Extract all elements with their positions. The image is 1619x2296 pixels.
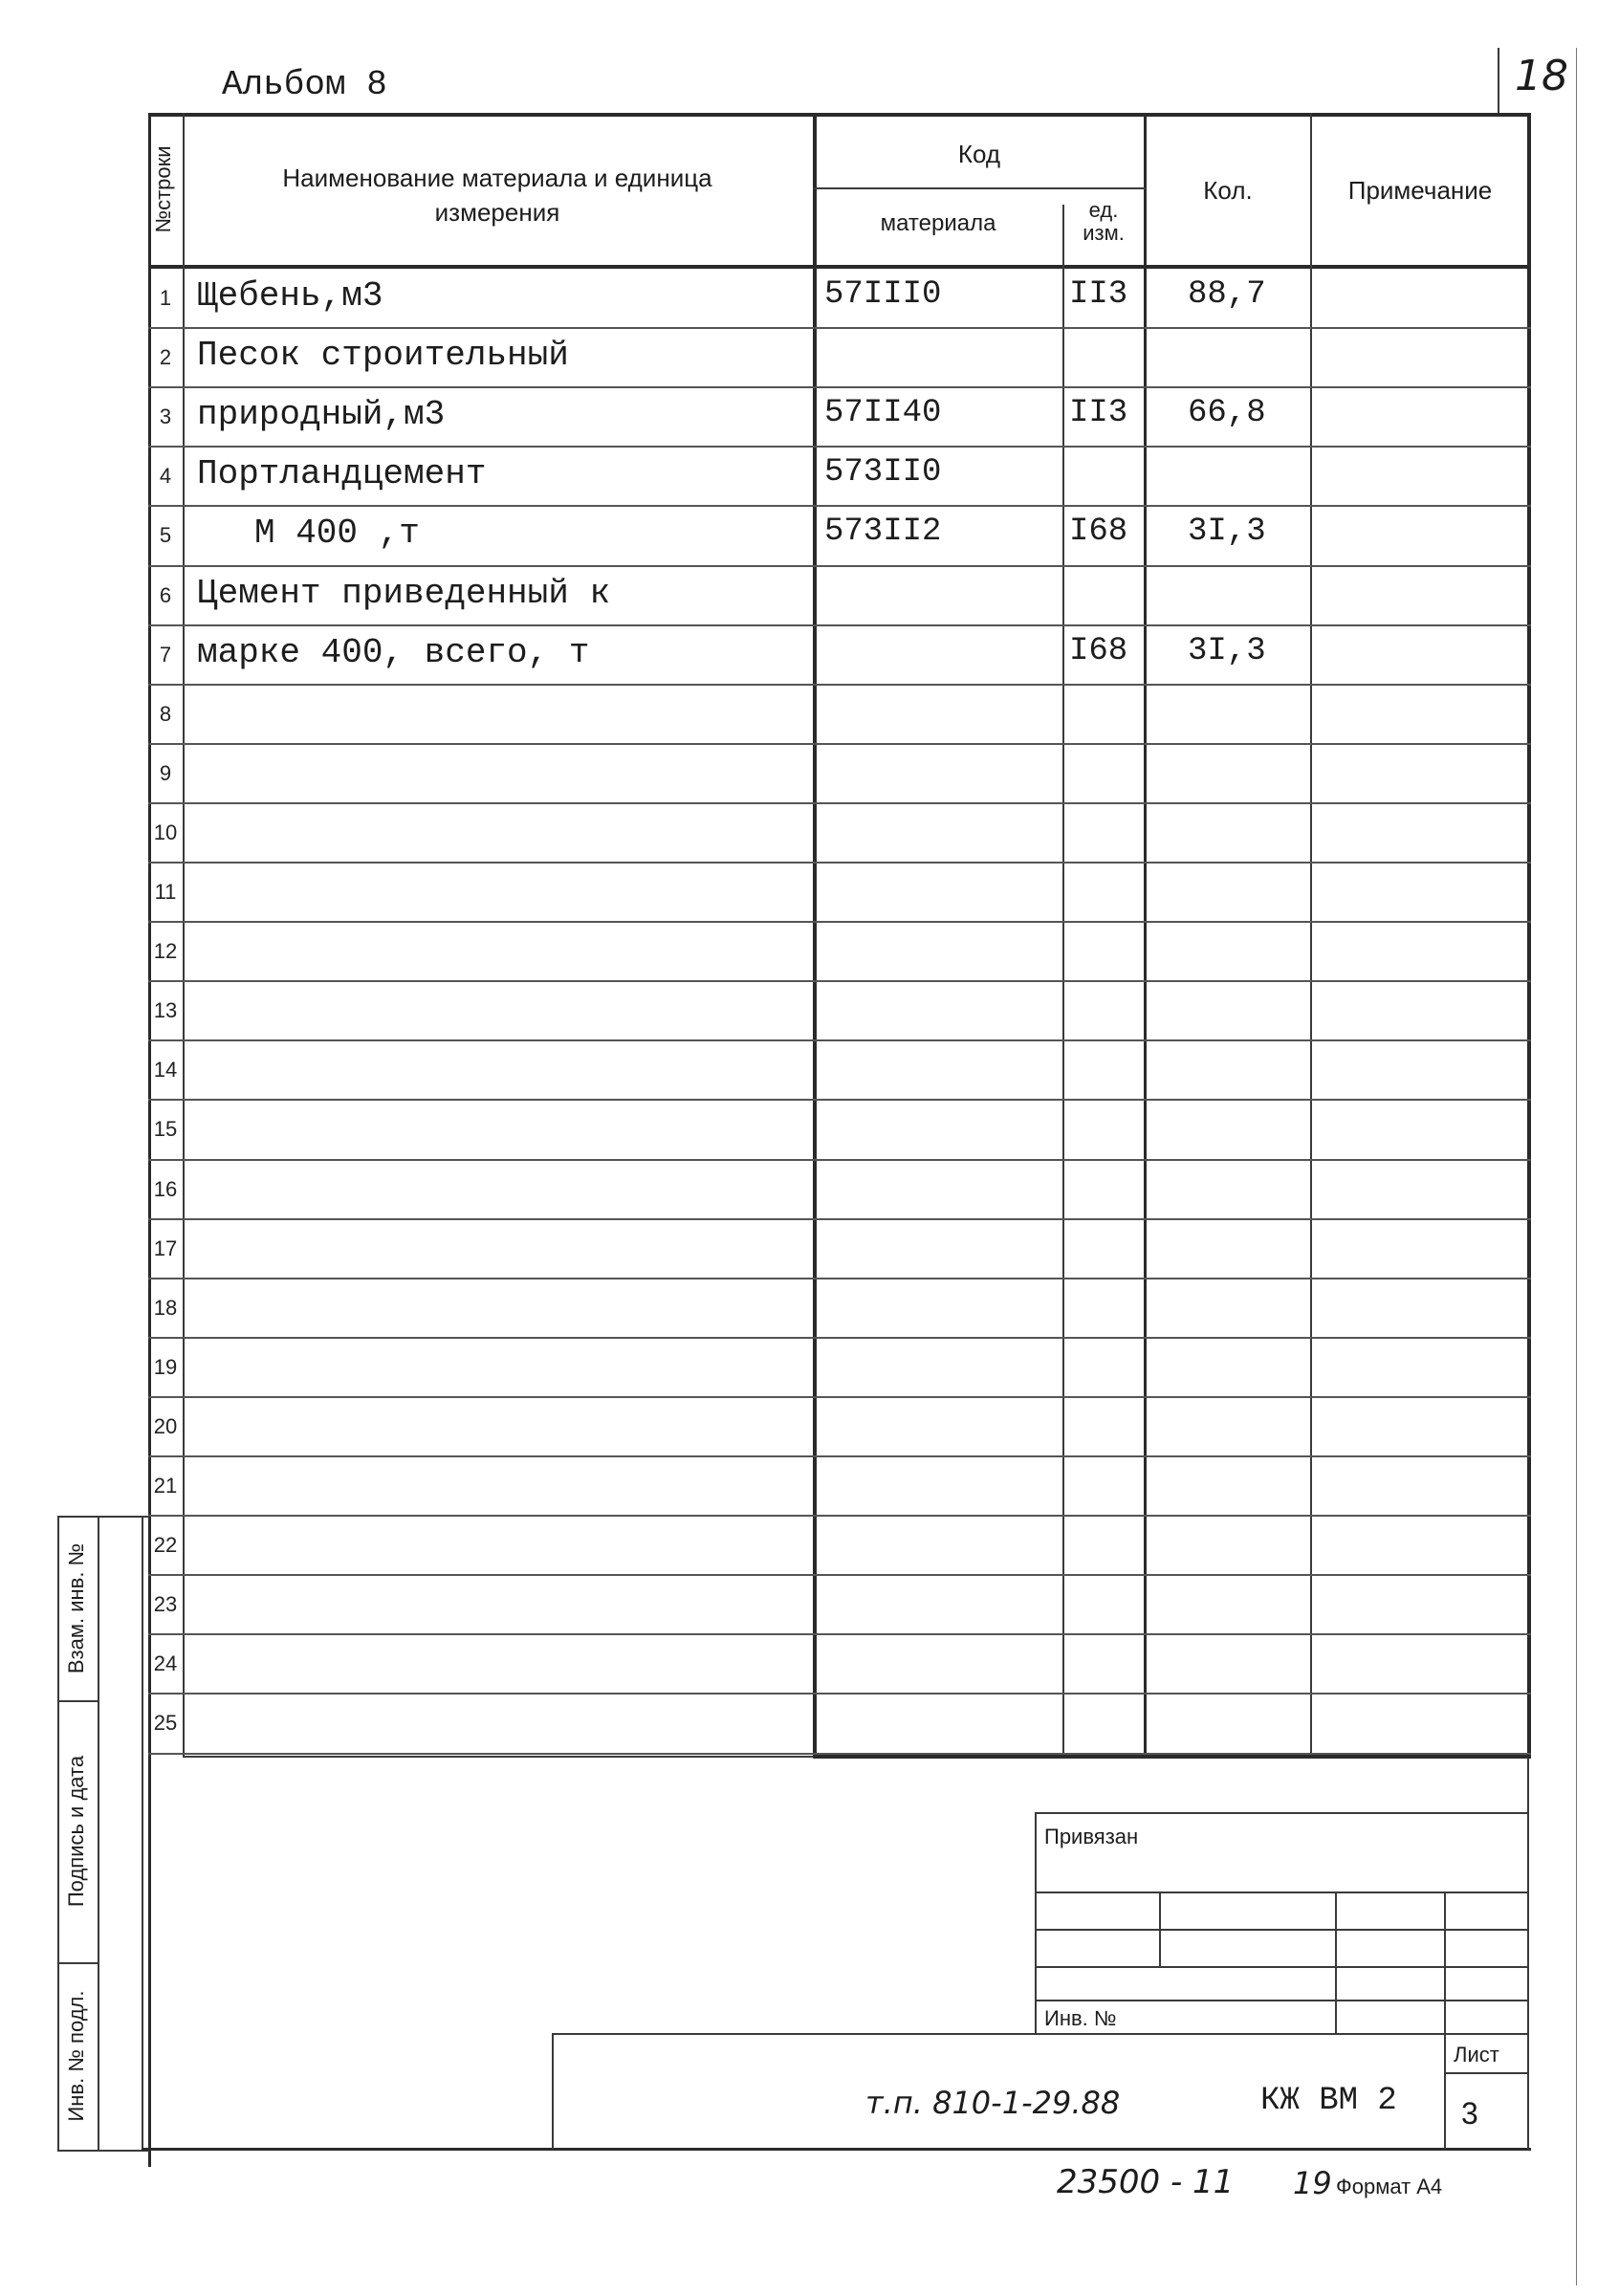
row-divider [148,921,1531,923]
row-divider [148,1693,1531,1695]
row-number: 18 [153,1296,178,1320]
row-number: 8 [159,702,172,726]
row-number: 15 [153,1117,178,1141]
unit-code: II3 [1069,395,1128,431]
material-name: Щебень,м3 [197,276,383,316]
row-divider [148,1099,1531,1101]
row-divider [148,1515,1531,1517]
row-number: 1 [159,286,172,310]
material-code: 57II40 [824,395,942,431]
row-number: 6 [159,583,172,607]
unit-code: II3 [1069,276,1128,313]
material-name: марке 400, всего, т [197,633,590,672]
row-divider [148,1574,1531,1576]
album-label: Альбом 8 [222,65,387,104]
row-divider [148,1278,1531,1279]
row-divider [148,802,1531,804]
row-divider [148,1337,1531,1339]
quantity: 66,8 [1188,395,1266,431]
order-number: 23500 - 11 [1057,2163,1235,2201]
inv-podl-label: Инв. № подл. [64,1990,88,2122]
privyazan-label: Привязан [1044,1825,1139,1848]
row-divider [148,1753,1531,1755]
col-code-header: Код [957,140,1001,168]
row-number: 24 [153,1651,178,1675]
row-divider [148,1633,1531,1635]
row-number: 11 [154,880,177,904]
inv-no-label: Инв. № [1044,2006,1117,2030]
row-number: 4 [159,464,172,488]
material-name: Портландцемент [197,454,487,493]
row-number: 12 [153,939,178,963]
quantity: 3I,3 [1188,514,1266,550]
quantity: 3I,3 [1188,633,1266,669]
col-code-material-header: материала [880,210,996,236]
row-divider [148,386,1531,388]
row-number: 10 [153,820,178,844]
col-note-header: Примечание [1347,176,1493,205]
row-number: 21 [153,1474,178,1498]
designation: т.п. 810-1-29.88 [865,2085,1121,2121]
row-divider [148,1396,1531,1398]
material-code: 57III0 [824,276,942,313]
row-divider [148,684,1531,686]
quantity: 88,7 [1188,276,1266,313]
row-divider [148,1159,1531,1161]
row-number: 3 [159,405,172,428]
col-code-unit-header: ед. изм. [1083,198,1125,245]
row-number: 16 [153,1177,178,1201]
sheet-number: 18 [1515,52,1568,100]
row-number: 13 [153,998,178,1022]
col-row-no-header: №строки [151,145,175,233]
row-number: 25 [153,1711,178,1735]
podpis-data-label: Подпись и дата [64,1755,88,1908]
material-name: Песок строительный [197,336,569,375]
unit-code: I68 [1069,633,1128,669]
row-number: 9 [159,761,172,785]
material-code: 573II2 [824,514,942,550]
copy-number: 19 [1293,2165,1332,2201]
list-label: Лист [1454,2043,1499,2066]
row-divider [148,1218,1531,1220]
row-number: 23 [153,1592,178,1616]
row-divider [148,1455,1531,1457]
col-name-header: Наименование материала и единица измерения [282,164,712,227]
row-divider [148,1039,1531,1041]
row-divider [148,743,1531,745]
row-number: 19 [153,1355,178,1379]
material-name: М 400 ,т [254,514,420,553]
row-number: 2 [159,345,172,369]
doc-code: КЖ ВМ 2 [1260,2083,1397,2119]
row-divider [148,505,1531,507]
format-label: Формат А4 [1336,2175,1443,2198]
row-divider [148,862,1531,864]
material-name: Цемент приведенный к [197,574,611,613]
vzam-inv-label: Взам. инв. № [64,1542,88,1674]
list-value: 3 [1461,2096,1478,2131]
material-name: природный,м3 [197,395,446,434]
row-number: 14 [153,1058,178,1082]
material-code: 573II0 [824,454,942,491]
row-divider [148,980,1531,982]
row-number: 5 [159,523,172,547]
row-number: 20 [153,1414,178,1438]
row-number: 17 [153,1236,178,1260]
unit-code: I68 [1069,514,1128,550]
row-divider [148,327,1531,329]
row-divider [148,624,1531,626]
col-qty-header: Кол. [1203,176,1253,205]
row-number: 22 [153,1533,178,1557]
row-divider [148,446,1531,448]
row-divider [148,565,1531,567]
row-number: 7 [159,643,172,667]
